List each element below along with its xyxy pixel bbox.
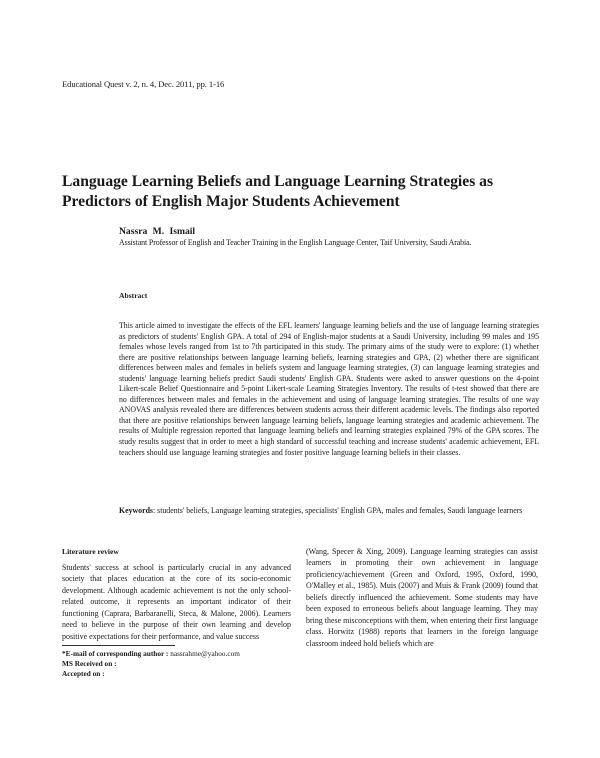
footnote-email-label: *E-mail of corresponding author : [62,649,169,658]
body-column-right: (Wang, Specer & Xing, 2009). Language learning strategies can assist learners in promoting their own achievement in language proficiency/achievement (Green and Oxford, 1995, Oxford, 1990, O'Malley et al., 1985). Muis (2007) and Muis & Frank (2009) found that beliefs directly influenced the achievement. Some students may have been exposed to erroneous beliefs about language learning. They may bring these misconceptions with them, when entering their first language class. Horwitz (1988) reports that learners in the foreign language classroom indeed hold beliefs which are [306,547,538,648]
journal-citation: Educational Quest v. 2, n. 4, Dec. 2011, pp. 1-16 [62,79,225,89]
footnote-email [62,649,240,658]
body-column-left: Students' success at school is particularly crucial in any advanced society that places education at the core of its socio-economic development. Although academic achievement is not the only school-related outcome, it represents an important indicator of their functioning (Caprara, Barbaranelli, Steca, & Malone, 2006). Learners need to believe in the purpose of their own learning and develop positive expectations for their performance, and value success [62,563,291,641]
paper-title: Language Learning Beliefs and Language Learning Strategies as Predictors of English Major Students Achievement [62,173,494,210]
footnote-received: MS Received on : [62,659,117,668]
author-email[interactable]: nassrahme@yahoo.com [170,649,240,658]
keywords-label: Keywords [119,506,153,515]
author-affiliation: Assistant Professor of English and Teacher Training in the English Language Center, Taif University, Saudi Arabia. [119,238,472,247]
footnote-accepted: Accepted on : [62,669,105,678]
author-name: Nassra M. Ismail [119,226,196,237]
keywords [119,506,539,516]
keywords-text: : students' beliefs, Language learning strategies, specialists' English GPA, males and females, Saudi language learners [153,506,523,515]
abstract-heading: Abstract [119,291,148,300]
footnote-divider [62,645,175,646]
literature-review-heading: Literature review [62,547,119,556]
abstract-body: This article aimed to investigate the effects of the EFL learners' language learning beliefs and the use of language learning strategies as predictors of students' English GPA. A total of 294 of English-major students at a Saudi University, including 99 males and 195 females whose levels ranged from 1st to 7th participated in this study. The primary aims of the study were to explore: (1) whether there are positive relationships between language learning beliefs, learning strategies and GPA, (2) whether there are significant differences between males and females in beliefs system and language learning strategies, (3) can language learning strategies and students' language learning beliefs predict Saudi students' English GPA. Students were asked to answer questions on the 4-point Likert-scale Belief Questionnaire and 5-point Likert-scale Learning Strategies Inventory. The results of t-test showed that there are no differences between males and females in the achievement and using of language learning strategies. The results of one way ANOVAS analysis revealed there are differences between students across their different academic levels. The findings also reported that there are positive relationships between language learning beliefs, language learning strategies and academic achievement. The results of Multiple regression reported that language learning beliefs and learning strategies explained 79% of the GPA scores. The study results suggest that in order to meet a high standard of successful teaching and increase students' academic achievement, EFL teachers should use language learning strategies and foster positive language learning beliefs in their classes. [119,321,539,457]
